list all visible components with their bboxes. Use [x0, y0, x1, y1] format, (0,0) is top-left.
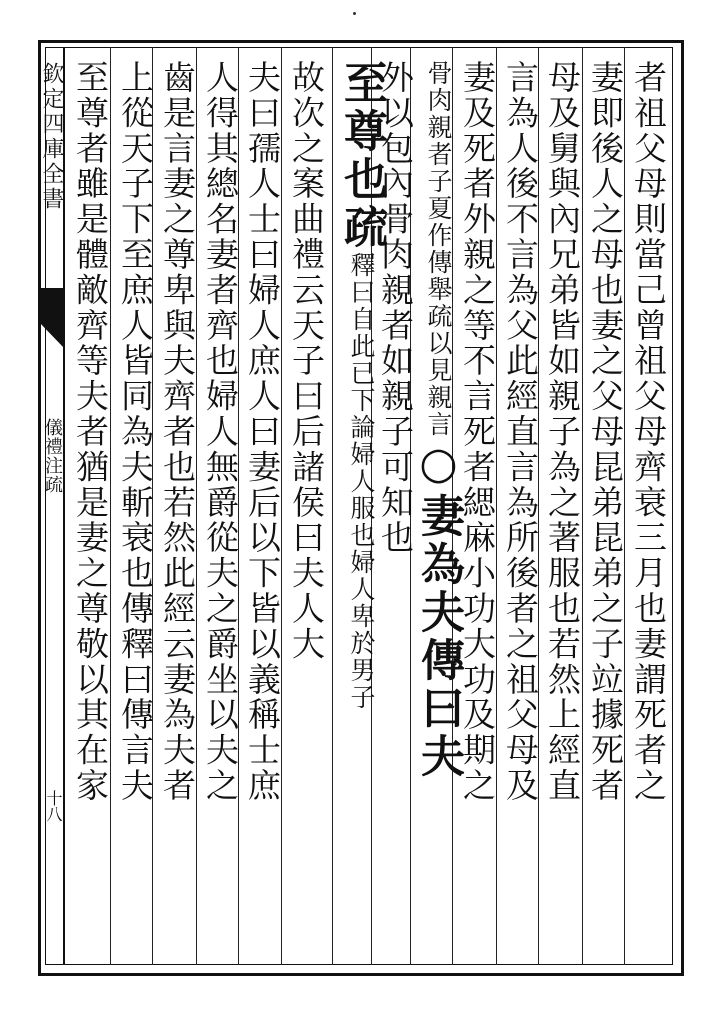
section-title: 儀禮注疏 [42, 418, 63, 494]
book-title: 欽定四庫全書 [39, 62, 64, 212]
page-number: 十八 [44, 790, 63, 822]
text-column-1: 者祖父母則當己曾祖父母齊衰三月也妻謂死者之 [629, 60, 668, 804]
text-column-11: 人得其總名妻者齊也婦人無爵從夫之爵坐以夫之 [201, 60, 240, 804]
column-6-heading: ○妻為夫傳曰夫 [413, 438, 464, 781]
column-8-heading: 至尊也疏 [336, 60, 387, 252]
text-column-9: 故次之案曲禮云天子曰后諸侯曰夫人大 [287, 60, 326, 662]
column-8-commentary: 釋曰自此已下論婦人服也婦人卑於男子 [347, 252, 376, 711]
column-rule [110, 47, 111, 965]
text-column-10: 夫曰孺人士曰婦人庶人曰妻后以下皆以義稱士庶 [243, 60, 282, 804]
text-column-6 [413, 60, 464, 965]
text-column-8 [333, 60, 387, 965]
column-6-commentary: 骨肉親者子夏作傳舉疏以見親言 [424, 60, 453, 438]
text-column-3: 母及舅與內兄弟皆如親子為之著服也若然上經直 [543, 60, 582, 804]
text-column-7: 外以包內骨肉親者如親子可知也 [376, 60, 415, 556]
text-column-12: 齒是言妻之尊卑與夫齊者也若然此經云妻為夫者 [158, 60, 197, 804]
text-column-14: 至尊者雖是體敵齊等夫者猶是妻之尊敬以其在家 [71, 60, 110, 804]
text-column-2: 妻即後人之母也妻之父母昆弟昆弟之子竝據死者 [586, 60, 625, 804]
text-column-4: 言為人後不言為父此經直言為所後者之祖父母及 [501, 60, 540, 804]
text-column-13: 上從天子下至庶人皆同為夫斬衰也傳釋曰傳言夫 [116, 60, 155, 804]
print-speck [353, 12, 356, 15]
text-column-5: 妻及死者外親之等不言死者緦麻小功大功及期之 [458, 60, 497, 804]
column-rule [582, 47, 583, 965]
